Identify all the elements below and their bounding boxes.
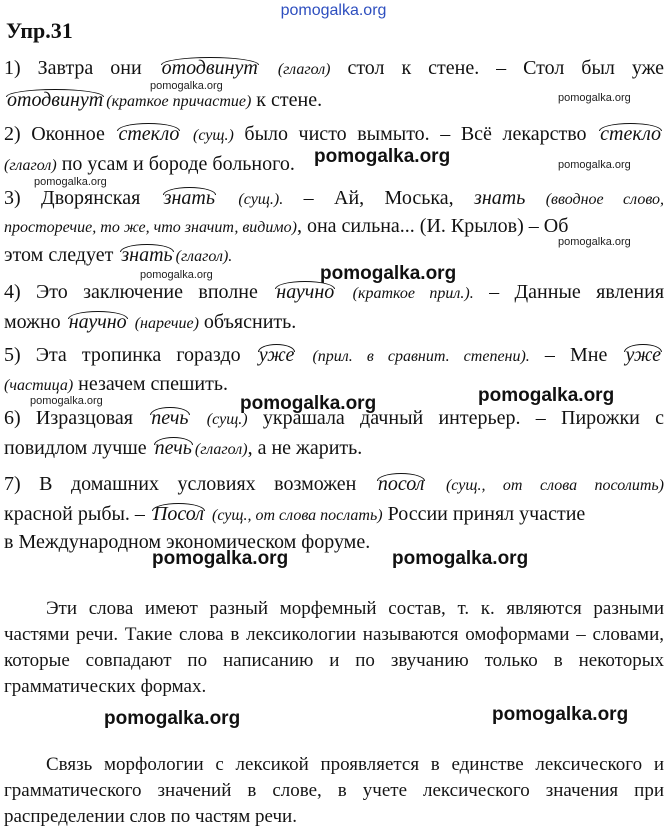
watermark[interactable]: pomogalka.org	[152, 548, 289, 569]
morpheme-word: отодвинут	[159, 56, 261, 80]
item-6-line-1: 6) Изразцовая печь (сущ.) украшала дачный интерьер. – Пирожки с	[4, 407, 665, 429]
item-3-line-3: этом следует знать (глагол).	[4, 244, 233, 266]
item-7-line-2: красной рыбы. – Посол (сущ., от слова послать) России принял участие	[4, 503, 586, 525]
item-4-line-1: 4) Это заключение вполне научно (краткое прил.). – Данные явления	[4, 281, 665, 303]
item-4-line-2: можно научно (наречие) объяснить.	[4, 311, 297, 333]
item-5-line-1: 5) Эта тропинка гораздо уже (прил. в сравнит. степени). – Мне уже	[4, 343, 664, 369]
morpheme-word: стекло	[597, 122, 664, 146]
watermark[interactable]: pomogalka.org	[30, 395, 103, 407]
watermark[interactable]: pomogalka.org	[558, 92, 631, 104]
watermark[interactable]: pomogalka.org	[558, 159, 631, 171]
morpheme-word: печь	[152, 436, 195, 460]
item-2-line-1: 2) Оконное стекло (сущ.) было чисто вымыто. – Всё лекарство стекло	[4, 122, 664, 148]
item-7-line-3: в Международном экономическом форуме.	[4, 531, 371, 553]
item-5-line-2: (частица) незачем спешить.	[4, 373, 228, 395]
morpheme-word: отодвинут	[4, 88, 106, 112]
item-1-line-1: 1) Завтра они отодвинут (глагол) стол к стене. – Стол был уже	[4, 57, 665, 79]
morpheme-word: стекло	[115, 122, 182, 146]
watermark[interactable]: pomogalka.org	[492, 704, 629, 725]
item-7-line-1: 7) В домашних условиях возможен посол (сущ., от слова посолить)	[4, 473, 664, 495]
morpheme-word: Посол	[150, 502, 207, 526]
exercise-title: Упр.31	[6, 18, 73, 43]
watermark[interactable]: pomogalka.org	[104, 708, 241, 729]
watermark[interactable]: pomogalka.org	[150, 80, 223, 92]
watermark[interactable]: pomogalka.org	[320, 263, 457, 284]
morpheme-word: научно	[66, 310, 130, 334]
watermark[interactable]: pomogalka.org	[392, 548, 529, 569]
item-3-line-2: просторечие, то же, что значит, видимо), она сильна... (И. Крылов) – Об	[4, 215, 569, 237]
paragraph-1: Эти слова имеют разный морфемный состав, т. к. являются разными частями речи. Такие слова в лексикологии называются омоформами – словами, которые совпадают по написанию и по звучанию только в некоторых грамматических формах.	[4, 598, 664, 697]
item-6-line-2: повидлом лучше печь (глагол), а не жарить.	[4, 437, 363, 459]
watermark-top[interactable]: pomogalka.org	[280, 2, 387, 19]
watermark[interactable]: pomogalka.org	[478, 385, 615, 406]
paragraph-2: Связь морфологии с лексикой проявляется в единстве лексического и грамматического значений в слове, в учете лексического значения при распределении слов по частям речи.	[4, 754, 664, 827]
morpheme-word: печь	[148, 406, 191, 430]
item-1-line-2: отодвинут (краткое причастие) к стене.	[4, 88, 664, 114]
item-2-line-2: (глагол) по усам и бороде больного.	[4, 153, 295, 175]
morpheme-word: уже	[622, 343, 664, 367]
morpheme-word: научно	[273, 280, 337, 304]
morpheme-word: знать	[118, 243, 175, 267]
morpheme-word: посол	[375, 472, 428, 496]
watermark[interactable]: pomogalka.org	[314, 146, 451, 167]
morpheme-word: знать	[161, 186, 218, 210]
item-3-line-1: 3) Дворянская знать (сущ.). – Ай, Моська, знать (вводное слово,	[4, 187, 665, 209]
watermark[interactable]: pomogalka.org	[140, 269, 213, 281]
morpheme-word: уже	[256, 343, 298, 367]
watermark[interactable]: pomogalka.org	[240, 393, 377, 414]
watermark[interactable]: pomogalka.org	[34, 176, 107, 188]
watermark[interactable]: pomogalka.org	[558, 236, 631, 248]
